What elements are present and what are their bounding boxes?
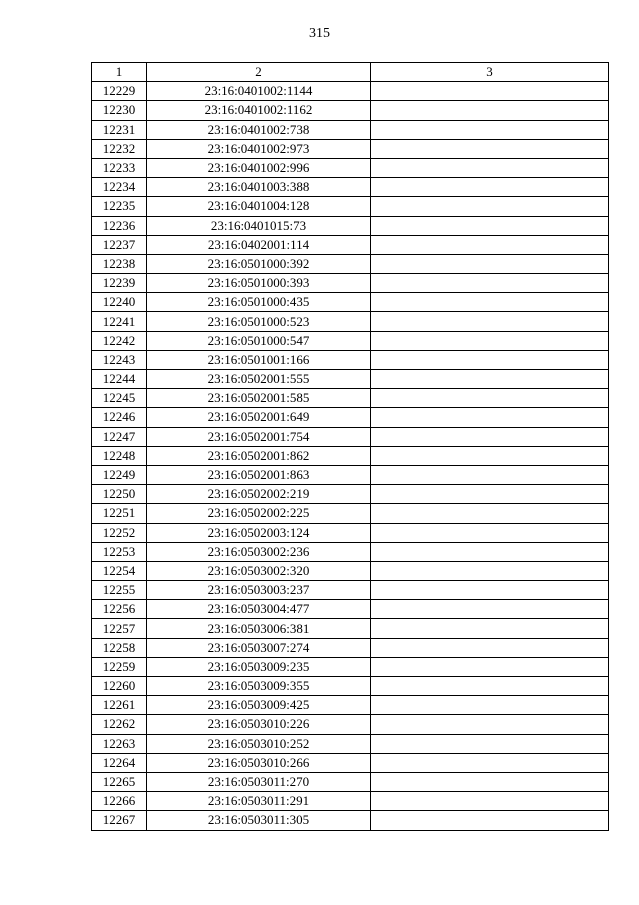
notes-cell	[371, 216, 609, 235]
row-number-cell: 12244	[92, 370, 147, 389]
notes-cell	[371, 561, 609, 580]
cadastral-number-cell: 23:16:0501001:166	[147, 350, 371, 369]
notes-cell	[371, 312, 609, 331]
row-number-cell: 12229	[92, 82, 147, 101]
row-number-cell: 12245	[92, 389, 147, 408]
table-row	[92, 638, 609, 657]
cadastral-number-cell: 23:16:0401002:1144	[147, 82, 371, 101]
row-number-cell: 12243	[92, 350, 147, 369]
table-row	[92, 331, 609, 350]
cadastral-number-cell: 23:16:0503002:236	[147, 542, 371, 561]
table-header-row	[92, 63, 609, 82]
cadastral-number-cell: 23:16:0503003:237	[147, 581, 371, 600]
table-row	[92, 254, 609, 273]
row-number-cell: 12259	[92, 657, 147, 676]
table-row	[92, 657, 609, 676]
cadastral-number-cell: 23:16:0502002:225	[147, 504, 371, 523]
row-number-cell: 12260	[92, 677, 147, 696]
notes-cell	[371, 619, 609, 638]
table-row	[92, 600, 609, 619]
cadastral-number-cell: 23:16:0503010:252	[147, 734, 371, 753]
row-number-cell: 12239	[92, 274, 147, 293]
cadastral-number-cell: 23:16:0502001:585	[147, 389, 371, 408]
notes-cell	[371, 82, 609, 101]
cadastral-number-cell: 23:16:0503011:270	[147, 772, 371, 791]
row-number-cell: 12251	[92, 504, 147, 523]
cadastral-number-cell: 23:16:0502001:862	[147, 446, 371, 465]
row-number-cell: 12249	[92, 465, 147, 484]
table-row	[92, 139, 609, 158]
row-number-cell: 12266	[92, 792, 147, 811]
row-number-cell: 12256	[92, 600, 147, 619]
cadastral-number-cell: 23:16:0501000:393	[147, 274, 371, 293]
notes-cell	[371, 792, 609, 811]
table-row	[92, 235, 609, 254]
row-number-cell: 12240	[92, 293, 147, 312]
cadastral-number-cell: 23:16:0401002:738	[147, 120, 371, 139]
notes-cell	[371, 657, 609, 676]
table-row	[92, 370, 609, 389]
table-row	[92, 485, 609, 504]
table-row	[92, 619, 609, 638]
column-header-3: 3	[371, 63, 609, 82]
table-row	[92, 792, 609, 811]
cadastral-number-cell: 23:16:0401004:128	[147, 197, 371, 216]
notes-cell	[371, 408, 609, 427]
row-number-cell: 12234	[92, 178, 147, 197]
row-number-cell: 12254	[92, 561, 147, 580]
notes-cell	[371, 427, 609, 446]
cadastral-number-cell: 23:16:0501000:392	[147, 254, 371, 273]
column-header-1: 1	[92, 63, 147, 82]
table-row	[92, 561, 609, 580]
table-row	[92, 523, 609, 542]
row-number-cell: 12232	[92, 139, 147, 158]
cadastral-number-cell: 23:16:0503010:266	[147, 753, 371, 772]
notes-cell	[371, 581, 609, 600]
table-row	[92, 811, 609, 830]
row-number-cell: 12258	[92, 638, 147, 657]
table-row	[92, 446, 609, 465]
row-number-cell: 12247	[92, 427, 147, 446]
notes-cell	[371, 677, 609, 696]
row-number-cell: 12241	[92, 312, 147, 331]
row-number-cell: 12252	[92, 523, 147, 542]
row-number-cell: 12231	[92, 120, 147, 139]
notes-cell	[371, 696, 609, 715]
notes-cell	[371, 485, 609, 504]
table-row	[92, 312, 609, 331]
notes-cell	[371, 389, 609, 408]
cadastral-number-cell: 23:16:0502001:754	[147, 427, 371, 446]
notes-cell	[371, 772, 609, 791]
table-row	[92, 581, 609, 600]
row-number-cell: 12248	[92, 446, 147, 465]
notes-cell	[371, 715, 609, 734]
cadastral-number-cell: 23:16:0401002:996	[147, 158, 371, 177]
notes-cell	[371, 465, 609, 484]
notes-cell	[371, 139, 609, 158]
column-header-2: 2	[147, 63, 371, 82]
notes-cell	[371, 178, 609, 197]
cadastral-number-cell: 23:16:0503009:235	[147, 657, 371, 676]
row-number-cell: 12265	[92, 772, 147, 791]
cadastral-number-cell: 23:16:0503002:320	[147, 561, 371, 580]
notes-cell	[371, 158, 609, 177]
notes-cell	[371, 811, 609, 830]
cadastral-number-cell: 23:16:0503004:477	[147, 600, 371, 619]
notes-cell	[371, 504, 609, 523]
table-row	[92, 504, 609, 523]
row-number-cell: 12235	[92, 197, 147, 216]
cadastral-number-cell: 23:16:0503009:355	[147, 677, 371, 696]
cadastral-number-cell: 23:16:0401015:73	[147, 216, 371, 235]
table-row	[92, 197, 609, 216]
table-row	[92, 120, 609, 139]
notes-cell	[371, 523, 609, 542]
cadastral-number-cell: 23:16:0502001:555	[147, 370, 371, 389]
row-number-cell: 12236	[92, 216, 147, 235]
row-number-cell: 12253	[92, 542, 147, 561]
notes-cell	[371, 600, 609, 619]
table-body	[92, 82, 609, 830]
cadastral-number-cell: 23:16:0501000:435	[147, 293, 371, 312]
table-row	[92, 274, 609, 293]
notes-cell	[371, 542, 609, 561]
cadastral-number-cell: 23:16:0503010:226	[147, 715, 371, 734]
notes-cell	[371, 446, 609, 465]
table-row	[92, 293, 609, 312]
table-row	[92, 465, 609, 484]
row-number-cell: 12238	[92, 254, 147, 273]
notes-cell	[371, 331, 609, 350]
notes-cell	[371, 254, 609, 273]
table-row	[92, 101, 609, 120]
notes-cell	[371, 734, 609, 753]
registry-table	[91, 62, 609, 831]
cadastral-number-cell: 23:16:0402001:114	[147, 235, 371, 254]
cadastral-number-cell: 23:16:0502002:219	[147, 485, 371, 504]
row-number-cell: 12267	[92, 811, 147, 830]
row-number-cell: 12250	[92, 485, 147, 504]
cadastral-number-cell: 23:16:0501000:523	[147, 312, 371, 331]
table-row	[92, 158, 609, 177]
row-number-cell: 12264	[92, 753, 147, 772]
cadastral-number-cell: 23:16:0501000:547	[147, 331, 371, 350]
table-row	[92, 408, 609, 427]
notes-cell	[371, 101, 609, 120]
notes-cell	[371, 120, 609, 139]
notes-cell	[371, 350, 609, 369]
cadastral-number-cell: 23:16:0502001:649	[147, 408, 371, 427]
row-number-cell: 12257	[92, 619, 147, 638]
cadastral-number-cell: 23:16:0401002:1162	[147, 101, 371, 120]
table-row	[92, 350, 609, 369]
table-row	[92, 427, 609, 446]
notes-cell	[371, 638, 609, 657]
table-row	[92, 734, 609, 753]
cadastral-number-cell: 23:16:0503011:291	[147, 792, 371, 811]
cadastral-number-cell: 23:16:0503011:305	[147, 811, 371, 830]
row-number-cell: 12262	[92, 715, 147, 734]
cadastral-number-cell: 23:16:0401003:388	[147, 178, 371, 197]
table-row	[92, 542, 609, 561]
notes-cell	[371, 274, 609, 293]
notes-cell	[371, 753, 609, 772]
table-row	[92, 696, 609, 715]
row-number-cell: 12233	[92, 158, 147, 177]
table-row	[92, 753, 609, 772]
page-number: 315	[309, 26, 330, 41]
row-number-cell: 12246	[92, 408, 147, 427]
row-number-cell: 12255	[92, 581, 147, 600]
row-number-cell: 12242	[92, 331, 147, 350]
row-number-cell: 12263	[92, 734, 147, 753]
notes-cell	[371, 197, 609, 216]
cadastral-number-cell: 23:16:0502003:124	[147, 523, 371, 542]
table-row	[92, 715, 609, 734]
table-row	[92, 389, 609, 408]
notes-cell	[371, 370, 609, 389]
notes-cell	[371, 293, 609, 312]
notes-cell	[371, 235, 609, 254]
row-number-cell: 12261	[92, 696, 147, 715]
cadastral-number-cell: 23:16:0503009:425	[147, 696, 371, 715]
row-number-cell: 12237	[92, 235, 147, 254]
table-row	[92, 216, 609, 235]
cadastral-number-cell: 23:16:0503007:274	[147, 638, 371, 657]
row-number-cell: 12230	[92, 101, 147, 120]
cadastral-number-cell: 23:16:0502001:863	[147, 465, 371, 484]
table-row	[92, 677, 609, 696]
cadastral-number-cell: 23:16:0401002:973	[147, 139, 371, 158]
table-row	[92, 772, 609, 791]
cadastral-number-cell: 23:16:0503006:381	[147, 619, 371, 638]
table-row	[92, 178, 609, 197]
table-row	[92, 82, 609, 101]
